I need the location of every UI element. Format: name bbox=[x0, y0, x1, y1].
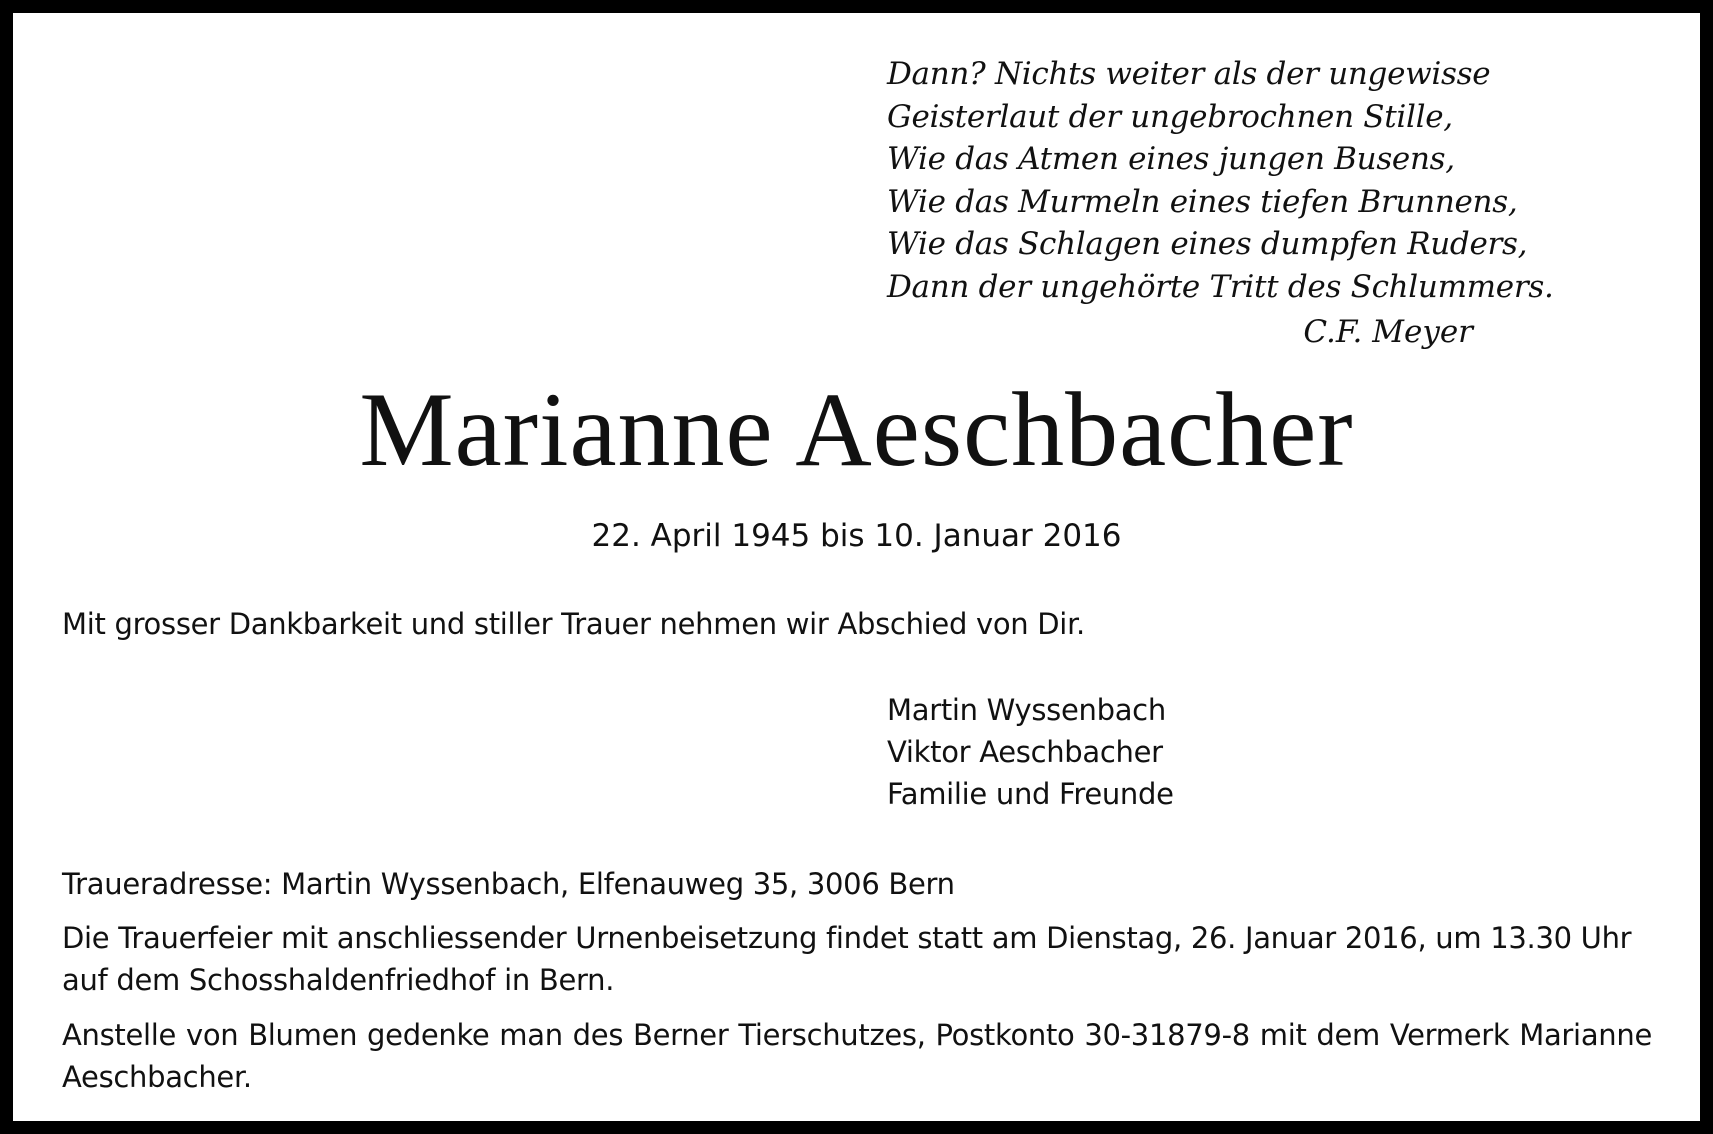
poem-line-4: Wie das Murmeln eines tiefen Brunnens, bbox=[887, 183, 1518, 220]
mourner-1: Martin Wyssenbach bbox=[887, 693, 1166, 727]
poem-author: C.F. Meyer bbox=[1303, 314, 1473, 350]
donation-info: Anstelle von Blumen gedenke man des Berner Tierschutzes, Postkonto 30-31879-8 mit dem Vermerk Marianne Aeschbacher. bbox=[62, 1018, 1652, 1094]
mourner-2: Viktor Aeschbacher bbox=[887, 735, 1163, 769]
mourning-address: Traueradresse: Martin Wyssenbach, Elfenauweg 35, 3006 Bern bbox=[62, 867, 955, 901]
poem-line-2: Geisterlaut der ungebrochnen Stille, bbox=[887, 98, 1453, 135]
ceremony-info: Die Trauerfeier mit anschliessender Urnenbeisetzung findet statt am Dienstag, 26. Januar 2016, um 13.30 Uhr auf dem Schosshaldenfriedhof in Bern. bbox=[62, 921, 1632, 997]
poem-line-6: Dann der ungehörte Tritt des Schlummers. bbox=[887, 268, 1554, 305]
poem-line-1: Dann? Nichts weiter als der ungewisse bbox=[887, 56, 1491, 92]
poem-line-3: Wie das Atmen eines jungen Busens, bbox=[887, 141, 1455, 177]
life-dates: 22. April 1945 bis 10. Januar 2016 bbox=[591, 518, 1122, 554]
mourners-list bbox=[887, 689, 1174, 815]
poem bbox=[887, 53, 1554, 308]
farewell-text: Mit grosser Dankbarkeit und stiller Trauer nehmen wir Abschied von Dir. bbox=[62, 607, 1085, 641]
mourner-3: Familie und Freunde bbox=[887, 777, 1174, 811]
deceased-name: Marianne Aeschbacher bbox=[359, 371, 1354, 488]
poem-line-5: Wie das Schlagen eines dumpfen Ruders, bbox=[887, 226, 1528, 262]
